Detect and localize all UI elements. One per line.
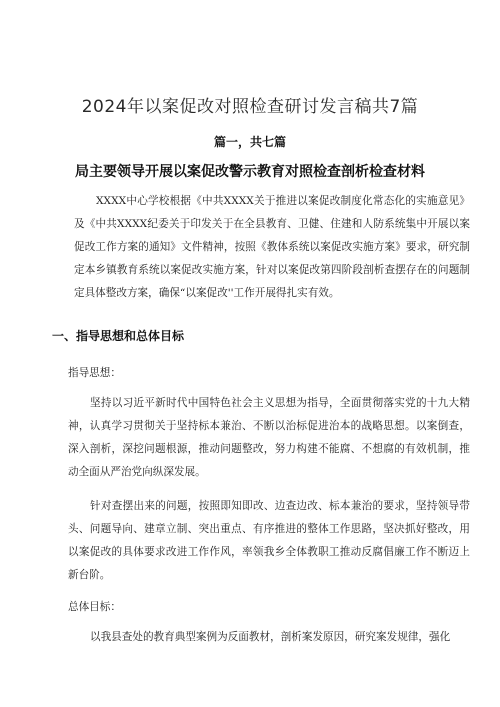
label-overall-goal: 总体目标： [68, 601, 121, 613]
intro-paragraph: XXXX中心学校根据《中共XXXX关于推进以案促改制度化常态化的实施意见》及《中共XXXX纪委关于印发关于在全县教育、卫健、住建和人防系统集中开展以案促改工作方案的通知》文件精神，按照《教体系统以案促改实施方案》要求，研究制定本乡镇教育系统以案促改实施方案，针对以案促改第四阶段剖析查摆存在的问题制定具体整改方案，确保“以案促改''工作开展得扎实有效。 [74, 195, 470, 299]
paragraph-overall-goal: 以我县查处的教育典型案例为反面教材，剖析案发原因，研究案发规律，强化 [90, 631, 451, 643]
document-title: 2024年以案促改对照检查研讨发言稿共7篇 [81, 97, 419, 117]
heading-guiding-ideology: 一、指导思想和总体目标 [52, 329, 185, 343]
paragraph-guiding-ideology: 坚持以习近平新时代中国特色社会主义思想为指导，全面贯彻落实党的十九大精神，认真学习贯彻关于坚持标本兼治、不断以治标促进治本的战略思想。以案倒查，深入剖析，深挖问题根源，推动问题整改，努力构建不能腐、不想腐的有效机制，推动全面从严治党向纵深发展。 [68, 397, 470, 478]
label-guiding-ideology: 指导思想： [68, 367, 121, 379]
section-subtitle: 局主要领导开展以案促改警示教育对照检查剖析检查材料 [75, 164, 425, 180]
paragraph-rectification: 针对查摆出来的问题，按照即知即改、边查边改、标本兼治的要求，坚持领导带头、问题导向、建章立制、突出重点、有序推进的整体工作思路，坚决抓好整改，用以案促改的具体要求改进工作作风，率领我乡全体教职工推动反腐倡廉工作不断迈上新台阶。 [68, 500, 470, 581]
section-heading: 篇一，共七篇 [213, 135, 286, 149]
